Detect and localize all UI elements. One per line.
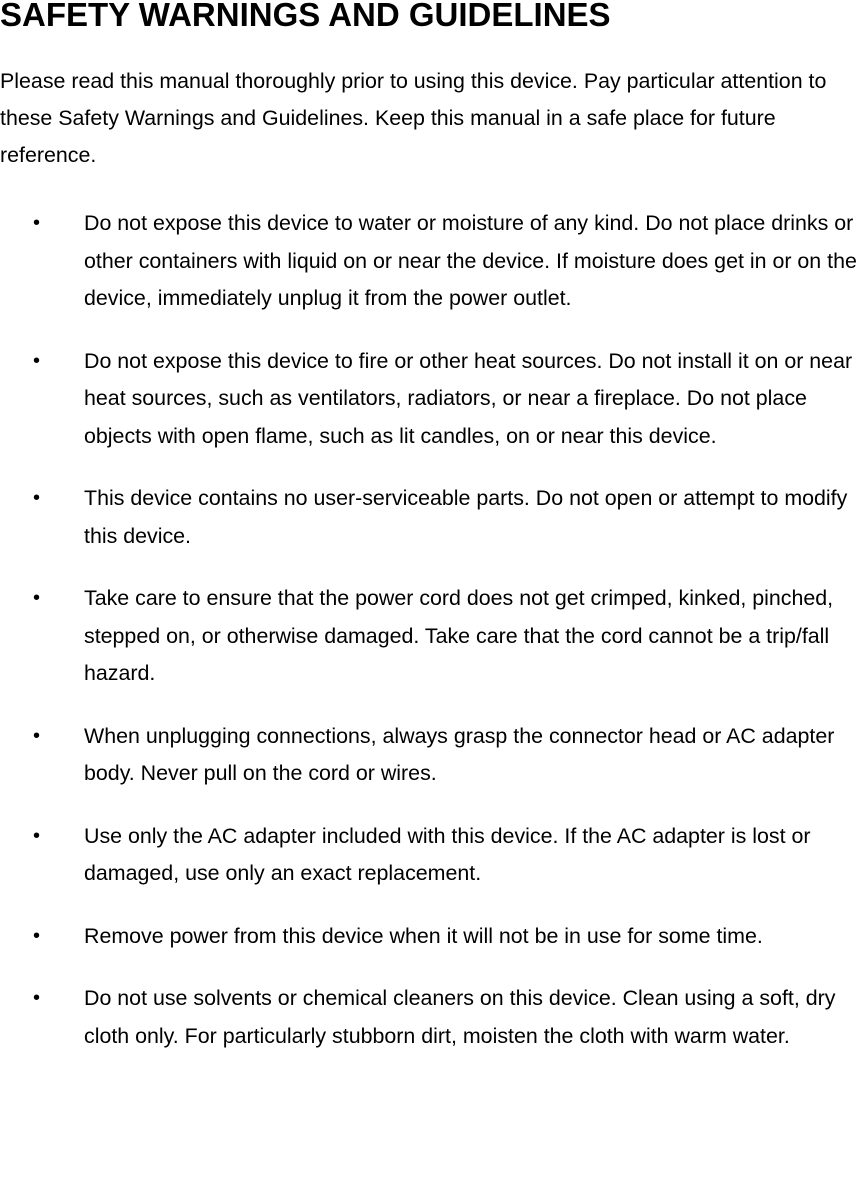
- intro-paragraph: Please read this manual thoroughly prior to using this device. Pay particular attention to these Safety Warnings and Guidelines. Keep this manual in a safe place for future reference.: [0, 69, 827, 167]
- list-item-text: Use only the AC adapter included with this device. If the AC adapter is lost or damaged, use only an exact replacement.: [84, 823, 811, 885]
- list-item-text: Do not use solvents or chemical cleaners on this device. Clean using a soft, dry cloth only. For particularly stubborn dirt, moisten the cloth with warm water.: [84, 986, 836, 1048]
- list-item: [0, 818, 865, 893]
- bullet-icon: •: [33, 349, 41, 372]
- list-item: [0, 980, 865, 1055]
- list-item-text: Remove power from this device when it will not be in use for some time.: [84, 923, 763, 948]
- list-item-text: When unplugging connections, always grasp the connector head or AC adapter body. Never pull on the cord or wires.: [84, 723, 835, 785]
- list-item: [0, 343, 865, 456]
- bullet-icon: •: [33, 824, 41, 847]
- list-item-text: Do not expose this device to water or moisture of any kind. Do not place drinks or other containers with liquid on or near the device. If moisture does get in or on the device, immediately unplug it from the power outlet.: [84, 211, 857, 310]
- list-item: [0, 718, 865, 793]
- list-item: [0, 918, 865, 956]
- bullet-icon: •: [33, 212, 41, 234]
- page-title: SAFETY WARNINGS AND GUIDELINES: [0, 0, 611, 33]
- list-item: [0, 205, 865, 318]
- bullet-icon: •: [33, 987, 41, 1009]
- bullet-icon: •: [33, 587, 41, 609]
- bullet-icon: •: [33, 924, 41, 947]
- list-item-text: This device contains no user-serviceable parts. Do not open or attempt to modify this device.: [84, 486, 848, 548]
- safety-warnings-list: [0, 205, 865, 1080]
- list-item: [0, 480, 865, 555]
- list-item-text: Do not expose this device to fire or other heat sources. Do not install it on or near heat sources, such as ventilators, radiators, or near a fireplace. Do not place objects with open flame, such as lit candles, on or near this device.: [84, 348, 853, 448]
- bullet-icon: •: [33, 724, 41, 747]
- bullet-icon: •: [33, 487, 41, 509]
- list-item: [0, 580, 865, 693]
- list-item-text: Take care to ensure that the power cord does not get crimped, kinked, pinched, stepped on, or otherwise damaged. Take care that the cord cannot be a trip/fall hazard.: [84, 586, 834, 685]
